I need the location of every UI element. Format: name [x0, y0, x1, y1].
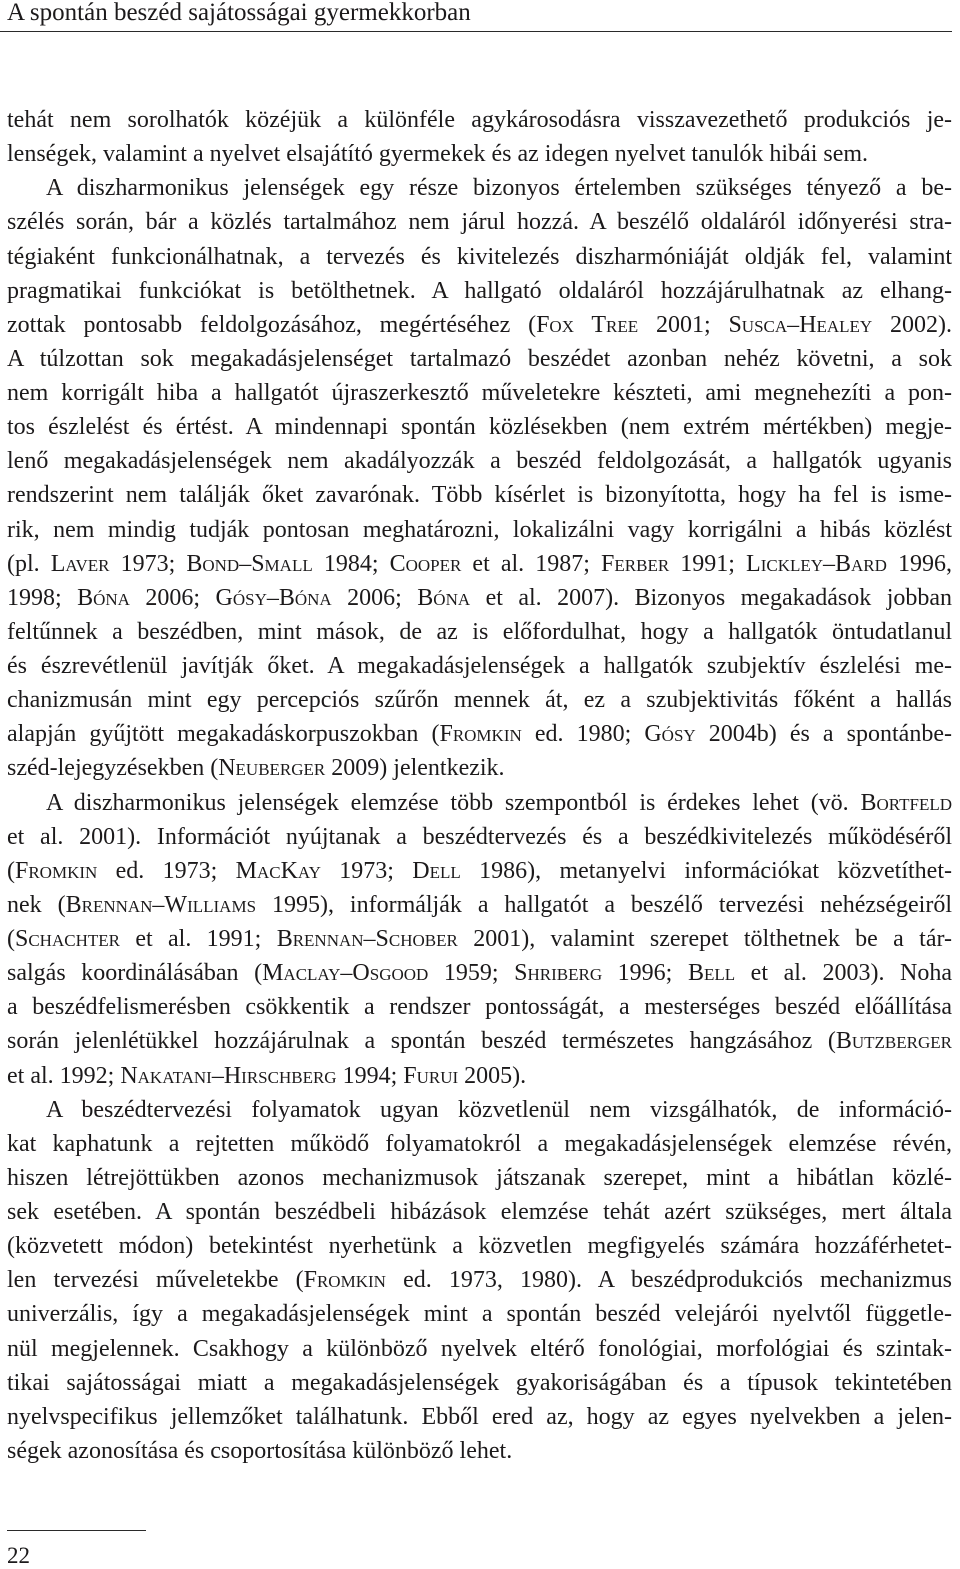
text-line — [7, 444, 952, 478]
author-name: Fromkin — [15, 857, 98, 884]
text-line — [7, 581, 952, 615]
text-run: 1998; — [7, 584, 78, 611]
text-run: 1995), informálják a hallgatót a beszélő tervezési nehézségeiről — [256, 891, 952, 918]
text-run: a beszédfelismerésben csökkentik a rendszer pontosságát, a mesterséges beszéd előállítása — [7, 994, 952, 1021]
body-paragraph — [7, 1093, 952, 1468]
text-run: hiszen létrejöttükben azonos mechanizmusok játszanak szerepet, mint a hibátlan közlé- — [7, 1164, 952, 1191]
text-run: A beszédtervezési folyamatok ugyan közvetlenül nem vizsgálhatók, de információ- — [46, 1096, 952, 1123]
text-line — [7, 1059, 952, 1093]
author-name: Furui — [403, 1062, 459, 1089]
text-run: (pl. — [7, 550, 51, 577]
text-line — [7, 376, 952, 410]
text-run: 2005). — [458, 1062, 527, 1089]
text-run: A túlzottan sok megakadásjelenséget tartalmazó beszédet azonban nehéz követni, a sok — [7, 345, 952, 372]
text-run: ed. 1973; — [97, 857, 236, 884]
text-line — [7, 1195, 952, 1229]
text-run: ed. 1973, 1980). A beszédprodukciós mechanizmus — [385, 1267, 952, 1294]
author-name: Bóna — [77, 584, 130, 611]
text-line — [7, 410, 952, 444]
text-run: et al. 2003). Noha — [735, 960, 953, 987]
text-line — [7, 888, 952, 922]
text-run: feltűnnek a beszédben, mint mások, de az is előfordulhat, hogy a hallgatók öntudatlanul — [7, 618, 952, 645]
text-run: tehát nem sorolhatók közéjük a különféle agykárosodásra visszavezethető produkciós je- — [7, 107, 952, 133]
text-run: nem korrigált hiba a hallgatót újraszerkesztő műveletekre készteti, ami megnehezíti a pon- — [7, 380, 952, 406]
text-line — [7, 615, 952, 649]
text-run: rik, nem mindig tudják pontosan meghatározni, lokalizálni vagy korrigálni a hibás közlést — [7, 516, 952, 543]
text-line — [7, 751, 952, 785]
text-run: 1973; — [109, 550, 187, 577]
author-name: Schachter — [15, 926, 120, 952]
text-run: 1994; — [336, 1062, 404, 1089]
author-name: Gósy — [644, 721, 696, 748]
text-line — [7, 1263, 952, 1297]
text-line — [7, 922, 952, 956]
text-run: 2004b) és a spontánbe- — [695, 721, 952, 748]
text-run: len tervezési műveletekbe ( — [7, 1267, 304, 1294]
text-line — [7, 205, 952, 239]
text-run: tégiaként funkcionálhatnak, a tervezés és kivitelezés diszharmóniáját oldják fel, valamint — [7, 243, 952, 270]
text-line — [7, 683, 952, 717]
text-run: ( — [7, 857, 15, 884]
text-line — [7, 956, 952, 990]
page-number: 22 — [7, 1543, 30, 1568]
author-name: Bortfeld — [860, 789, 952, 816]
text-line — [7, 1161, 952, 1195]
text-run: kat kaphatunk a rejtetten működő folyamatokról a megakadásjelenségek elemzése révén, — [7, 1130, 952, 1157]
text-run: alapján gyűjtött megakadáskorpuszokban ( — [7, 721, 440, 748]
text-run: ségek azonosítása és csoportosítása különböző lehet. — [7, 1437, 513, 1464]
text-run: 1973; — [320, 857, 413, 884]
text-run: során jelenlétükkel hozzájárulnak a spontán beszéd természetes hangzásához ( — [7, 1028, 836, 1055]
text-run: nek ( — [7, 891, 66, 918]
text-run: 1984; — [312, 550, 390, 577]
author-name: Bóna — [417, 584, 471, 611]
text-line — [7, 1229, 952, 1263]
text-line — [7, 1093, 952, 1127]
text-run: rendszerint nem találják őket zavarónak. Több kísérlet is bizonyította, hogy ha fel is isme- — [7, 482, 952, 509]
text-line — [7, 1434, 952, 1468]
text-run: A diszharmonikus jelenségek elemzése több szempontból is érdekes lehet (vö. — [46, 789, 861, 816]
text-run: ( — [7, 926, 15, 952]
header-rule — [0, 31, 952, 32]
text-line — [7, 274, 952, 308]
author-name: Bell — [687, 960, 736, 987]
author-name: Neuberger — [218, 755, 326, 782]
text-line — [7, 854, 952, 888]
text-run: és észrevétlenül javítják őket. A megakadásjelenségek a hallgatók szubjektív észlelési me- — [7, 653, 952, 679]
text-run: et al. 2007). Bizonyos megakadások jobban — [470, 584, 953, 611]
text-run: 1991; — [669, 550, 747, 577]
body-paragraph — [7, 786, 952, 1093]
text-run: et al. 1987; — [461, 550, 602, 577]
text-run: nül megjelennek. Csakhogy a különböző nyelvek eltérő fonológiai, morfológiai és szintak- — [7, 1335, 952, 1362]
running-head: A spontán beszéd sajátosságai gyermekkorban — [7, 0, 471, 26]
text-line — [7, 990, 952, 1024]
body-text — [7, 103, 952, 1468]
text-run: széd-lejegyzésekben ( — [7, 755, 219, 782]
text-run: univerzális, így a megakadásjelenségek mint a spontán beszéd velejárói nyelvtől függetle- — [7, 1301, 952, 1328]
text-run: 1986), metanyelvi információkat közvetíthet- — [460, 857, 952, 884]
text-line — [7, 171, 952, 205]
author-name: Lickley–Bard — [746, 550, 887, 577]
text-line — [7, 717, 952, 751]
text-run: tikai sajátosságai miatt a megakadásjelenségek gyakoriságában és a típusok tekintetében — [7, 1369, 952, 1396]
author-name: Cooper — [389, 550, 462, 577]
text-line — [7, 649, 952, 683]
text-line — [7, 1024, 952, 1058]
author-name: Dell — [412, 857, 461, 884]
text-line — [7, 1127, 952, 1161]
text-run: tos észlelést és értést. A mindennapi spontán közlésekben (nem extrém mértékben) megje- — [7, 414, 952, 441]
text-line — [7, 137, 952, 171]
text-line — [7, 1297, 952, 1331]
text-run: 2006; — [331, 584, 418, 611]
text-run: 2009) jelentkezik. — [325, 755, 505, 782]
text-run: lenségek, valamint a nyelvet elsajátító gyermekek és az idegen nyelvet tanulók hibái sem. — [7, 141, 869, 168]
author-name: Laver — [50, 550, 110, 577]
text-run: lenő megakadásjelenségek nem akadályozzák a beszéd feldolgozását, a hallgatók ugyanis — [7, 448, 952, 475]
author-name: Shriberg — [514, 960, 603, 987]
author-name: Fox Tree — [536, 311, 639, 338]
text-run: et al. 2001). Információt nyújtanak a beszédtervezés és a beszédkivitelezés működéséről — [7, 823, 952, 850]
text-run: 1959; — [428, 960, 515, 987]
text-run: (közvetett módon) betekintést nyerhetünk a közvetlen megfigyelés számára hozzáférhetet- — [7, 1233, 952, 1260]
author-name: MacKay — [235, 857, 321, 884]
author-name: Bond–Small — [186, 550, 313, 577]
text-run: chanizmusán mint egy percepciós szűrőn mennek át, ez a szubjektivitás főként a hallás — [7, 687, 952, 714]
text-run: 2002). — [872, 311, 952, 338]
text-run: 2001; — [638, 311, 729, 338]
author-name: Butzberger — [835, 1028, 952, 1055]
author-name: Brennan–Williams — [65, 891, 257, 918]
text-run: salgás koordinálásában ( — [7, 960, 263, 987]
text-line — [7, 478, 952, 512]
text-run: zottak pontosabb feldolgozásához, megértéséhez ( — [7, 311, 537, 338]
text-run: 1996, — [886, 550, 953, 577]
text-line — [7, 513, 952, 547]
author-name: Gósy–Bóna — [215, 584, 332, 611]
author-name: Ferber — [601, 550, 670, 577]
author-name: Susca–Healey — [728, 311, 873, 338]
text-line — [7, 342, 952, 376]
text-run: 2001), valamint szerepet tölthetnek be a tár- — [457, 926, 953, 952]
text-line — [7, 103, 952, 137]
text-run: szélés során, bár a közlés tartalmához nem járul hozzá. A beszélő oldaláról időnyerési stra- — [7, 209, 952, 236]
text-line — [7, 308, 952, 342]
author-name: Fromkin — [439, 721, 522, 748]
text-run: et al. 1992; — [7, 1062, 121, 1089]
text-run: pragmatikai funkciókat is betölthetnek. A hallgató oldaláról hozzájárulhatnak az elhang- — [7, 277, 952, 304]
author-name: Nakatani–Hirschberg — [120, 1062, 337, 1089]
body-paragraph — [7, 103, 952, 171]
text-run: sek esetében. A spontán beszédbeli hibázások elemzése tehát azért szükséges, mert általa — [7, 1199, 952, 1225]
author-name: Maclay–Osgood — [262, 960, 429, 987]
footnote-rule — [7, 1530, 146, 1531]
text-line — [7, 786, 952, 820]
author-name: Brennan–Schober — [276, 926, 458, 952]
text-run: 1996; — [602, 960, 688, 987]
text-run: et al. 1991; — [119, 926, 277, 952]
author-name: Fromkin — [303, 1267, 386, 1294]
text-line — [7, 1366, 952, 1400]
text-run: nyelvspecifikus jellemzőket találhatunk. Ebből ered az, hogy az egyes nyelvekben a jelen- — [7, 1403, 952, 1430]
text-run: A diszharmonikus jelenségek egy része bizonyos értelemben szükséges tényező a be- — [46, 175, 952, 202]
text-run: 2006; — [129, 584, 216, 611]
text-line — [7, 547, 952, 581]
text-line — [7, 1400, 952, 1434]
text-line — [7, 1332, 952, 1366]
text-run: ed. 1980; — [521, 721, 645, 748]
text-line — [7, 820, 952, 854]
text-line — [7, 240, 952, 274]
body-paragraph — [7, 171, 952, 785]
